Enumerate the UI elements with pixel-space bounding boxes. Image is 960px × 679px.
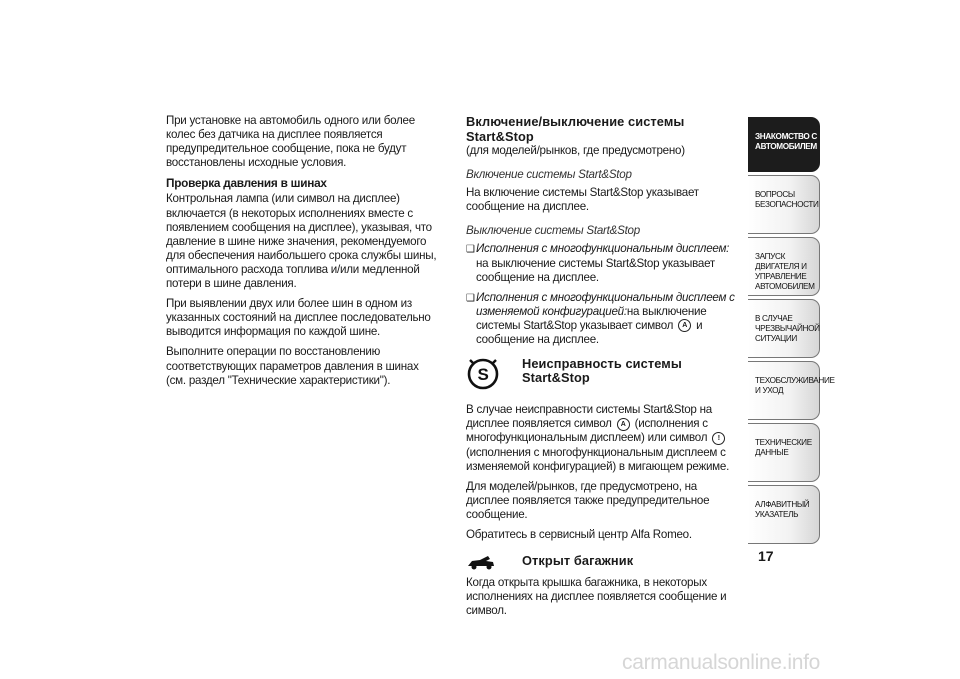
startstop-title: Включение/выключение системы Start&Stop xyxy=(466,114,685,144)
fault-symbol-alt-icon: ! xyxy=(712,432,725,445)
fault-symbol-icon: A xyxy=(617,418,630,431)
checkbox-bullet-icon: ❑ xyxy=(466,244,475,256)
list-item xyxy=(466,242,741,284)
paragraph: Для моделей/рынков, где предусмотрено, на дисплее появляется также предупредительное сообщение. xyxy=(466,479,710,521)
tab-index[interactable]: АЛФАВИТНЫЙ УКАЗАТЕЛЬ xyxy=(748,485,820,544)
paragraph xyxy=(466,403,741,473)
paragraph: Выполните операции по восстановлению соответствующих параметров давления в шинах (см. раздел "Технические характеристики"). xyxy=(166,345,419,387)
start-stop-warning-icon xyxy=(466,357,510,395)
bullet-text: на выключение системы Start&Stop указывает сообщение на дисплее. xyxy=(476,256,715,284)
checkbox-bullet-icon: ❑ xyxy=(466,292,475,304)
paragraph: Обратитесь в сервисный центр Alfa Romeo. xyxy=(466,527,692,541)
text: В случае неисправности системы Start&Stop на дисплее появляется символ xyxy=(466,403,712,431)
right-column xyxy=(466,114,741,624)
trunk-section-header xyxy=(466,554,741,574)
tab-emergency[interactable]: В СЛУЧАЕ ЧРЕЗВЫЧАЙНОЙ СИТУАЦИИ xyxy=(748,299,820,358)
page-number: 17 xyxy=(758,548,774,564)
car-trunk-open-icon xyxy=(466,554,510,574)
list-item xyxy=(466,291,741,347)
tab-technical-data[interactable]: ТЕХНИЧЕСКИЕ ДАННЫЕ xyxy=(748,423,820,482)
left-column xyxy=(166,114,438,394)
bullet-label: Исполнения с многофункциональным дисплеем: xyxy=(476,242,730,256)
svg-text:S: S xyxy=(477,365,489,385)
paragraph: При установке на автомобиль одного или более колес без датчика на дисплее появляется предупредительное сообщение, пока не будут восстановлены исходные условия. xyxy=(166,114,415,170)
tab-starting-driving[interactable]: ЗАПУСК ДВИГАТЕЛЯ И УПРАВЛЕНИЕ АВТОМОБИЛЕМ xyxy=(748,237,820,296)
tab-maintenance[interactable]: ТЕХОБСЛУЖИВАНИЕ И УХОД xyxy=(748,361,820,420)
section-heading: Проверка давления в шинах xyxy=(166,176,327,191)
bullet-text: на выключение системы Start&Stop указывает символ xyxy=(476,304,707,332)
watermark: carmanualsonline.info xyxy=(622,651,820,674)
tab-vehicle-intro[interactable]: ЗНАКОМСТВО С АВТОМОБИЛЕМ xyxy=(748,117,820,172)
fault-title: Неисправность системы Start&Stop xyxy=(522,356,682,386)
chapter-tabs xyxy=(748,117,835,547)
fault-section-header xyxy=(466,357,741,395)
paragraph: На включение системы Start&Stop указывает сообщение на дисплее. xyxy=(466,186,699,214)
paragraph: Когда открыта крышка багажника, в некоторых исполнениях на дисплее появляется сообщение и символ. xyxy=(466,576,727,618)
text: (исполнения с многофункциональным дисплеем) или символ xyxy=(466,417,708,445)
text: (исполнения с многофункциональным дисплеем с изменяемой конфигурацией) в мигающем режиме. xyxy=(466,445,730,473)
trunk-title: Открыт багажник xyxy=(522,553,634,569)
market-note: (для моделей/рынков, где предусмотрено) xyxy=(466,144,685,157)
paragraph: Контрольная лампа (или символ на дисплее) включается (в некоторых исполнениях вместе с появлением сообщения на дисплее), указывая, что давление в шине ниже значения, рекомендуемого для обеспечения наибольшего срока службы шины, оптимального расхода топлива и/или медленной потери в шине давления. xyxy=(166,192,437,291)
on-heading: Включение системы Start&Stop xyxy=(466,168,632,182)
paragraph: При выявлении двух или более шин в одном из указанных состояний на дисплее последовательно выводится информация по каждой шине. xyxy=(166,297,431,339)
bullet-tail: и сообщение на дисплее. xyxy=(476,318,703,347)
bullet-label: Исполнения с многофункциональным дисплеем с изменяемой конфигурацией: xyxy=(476,290,735,318)
tab-safety[interactable]: ВОПРОСЫ БЕЗОПАСНОСТИ xyxy=(748,175,820,234)
start-stop-off-icon: A xyxy=(678,319,691,332)
off-heading: Выключение системы Start&Stop xyxy=(466,224,640,238)
